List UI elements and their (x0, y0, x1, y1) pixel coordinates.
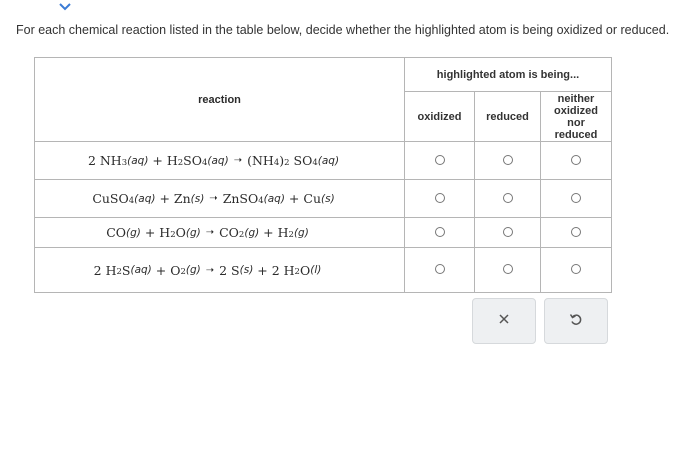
radio-row3-neither[interactable] (571, 227, 581, 237)
collapse-chevron-icon[interactable] (54, 0, 76, 12)
radio-row1-reduced[interactable] (503, 155, 513, 165)
radio-row4-reduced[interactable] (503, 264, 513, 274)
instructions-text: For each chemical reaction listed in the table below, decide whether the highlighted atom is being oxidized or reduced. (16, 23, 670, 37)
reaction-column-header: reaction (35, 58, 405, 142)
clear-button[interactable] (472, 298, 536, 344)
reaction-row-2: CuSO $_4$ (aq) + Zn (s) ➝ ZnSO $_4$ (aq) + Cu (s) (35, 180, 405, 218)
undo-icon (569, 312, 583, 331)
reaction-row-4: 2 H $_2$ S (aq) + O $_2$ (g) ➝ 2 S (s) + 2 H $_2$ O (l) (35, 248, 405, 293)
radio-row2-reduced[interactable] (503, 193, 513, 203)
radio-row3-reduced[interactable] (503, 227, 513, 237)
radio-row4-neither[interactable] (571, 264, 581, 274)
reaction-row-3: CO (g) + H $_2$ O (g) ➝ CO $_2$ (g) + H $_2$ (g) (35, 218, 405, 248)
radio-row2-oxidized[interactable] (435, 193, 445, 203)
radio-row1-oxidized[interactable] (435, 155, 445, 165)
reaction-table (34, 57, 612, 293)
undo-button[interactable] (544, 298, 608, 344)
radio-row4-oxidized[interactable] (435, 264, 445, 274)
col-header-oxidized: oxidized (405, 92, 475, 142)
reaction-row-1: 2 NH $_3$ (aq) + H $_2$ SO $_4$ (aq) ➝ (NH $_4$ ) $_2$ SO $_4$ (aq) (35, 142, 405, 180)
radio-row3-oxidized[interactable] (435, 227, 445, 237)
highlighted-atom-header: highlighted atom is being... (405, 58, 612, 92)
col-header-neither: neither oxidized nor reduced (541, 92, 612, 142)
radio-row1-neither[interactable] (571, 155, 581, 165)
x-icon (498, 312, 510, 330)
col-header-reduced: reduced (475, 92, 541, 142)
radio-row2-neither[interactable] (571, 193, 581, 203)
